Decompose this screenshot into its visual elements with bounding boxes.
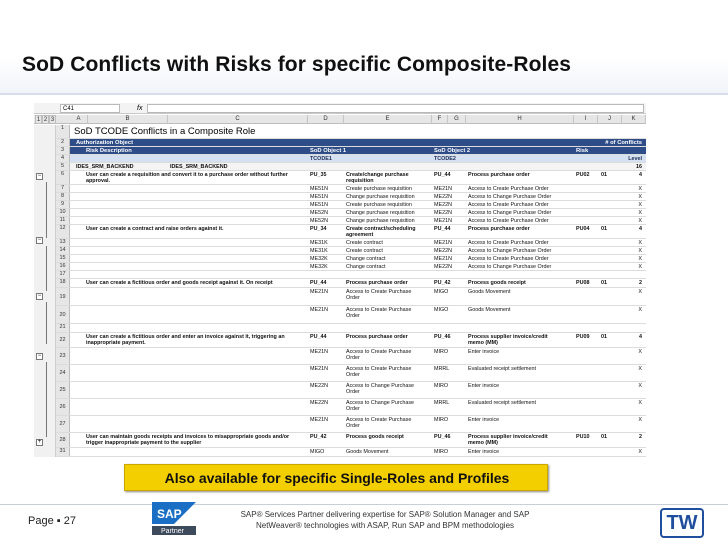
- cell[interactable]: 01: [601, 333, 607, 340]
- row-number[interactable]: 8: [56, 193, 70, 200]
- row-number[interactable]: 13: [56, 239, 70, 246]
- table-row: [56, 255, 646, 263]
- table-row: [56, 324, 646, 333]
- row-number[interactable]: 25: [56, 382, 70, 398]
- table-row: [56, 201, 646, 209]
- cell[interactable]: Access to Change Purchase Order: [468, 247, 552, 254]
- cell[interactable]: 01: [601, 171, 607, 178]
- cell[interactable]: PU_34: [310, 225, 327, 232]
- cell[interactable]: Access to Change Purchase Order: [468, 193, 552, 200]
- cell[interactable]: Access to Create Purchase Order: [346, 348, 412, 361]
- cell[interactable]: 2: [639, 433, 642, 440]
- outline-level-3-button[interactable]: 3: [50, 117, 55, 123]
- cell[interactable]: 01: [601, 225, 607, 232]
- row-number[interactable]: 3: [56, 147, 70, 154]
- cell[interactable]: Access to Create Purchase Order: [346, 306, 412, 319]
- table-row: [56, 448, 646, 457]
- row-number[interactable]: 31: [56, 448, 70, 456]
- cell[interactable]: Create contract/scheduling agreement: [346, 225, 416, 238]
- cell[interactable]: User can maintain goods receipts and invoices to misappropriate goods and/or trigger inappropriate payment to the supplier: [86, 433, 290, 446]
- table-row: [56, 333, 646, 348]
- outline-gutter: [34, 125, 56, 457]
- cell[interactable]: ME21N: [310, 365, 328, 372]
- column-header-g[interactable]: G: [448, 115, 466, 124]
- collapse-group-icon[interactable]: −: [37, 353, 42, 359]
- header-cell[interactable]: TCODE1: [310, 155, 332, 162]
- row-number[interactable]: 2: [56, 139, 70, 146]
- cell[interactable]: MRRL: [434, 365, 450, 372]
- header-cell[interactable]: Risk Description: [86, 147, 132, 154]
- cell[interactable]: X: [638, 365, 642, 372]
- cell[interactable]: X: [638, 185, 642, 192]
- footer-divider: [0, 504, 728, 505]
- cell[interactable]: PU04: [576, 225, 590, 232]
- cell[interactable]: ME51N: [310, 201, 328, 208]
- table-row: [56, 416, 646, 433]
- spreadsheet-screenshot: [34, 103, 646, 457]
- cell[interactable]: Process supplier invoice/credit memo (MM): [468, 433, 548, 446]
- cell[interactable]: Create purchase requisition: [346, 201, 412, 208]
- outline-level-1-button[interactable]: 1: [36, 117, 41, 123]
- expand-group-icon[interactable]: +: [37, 439, 42, 445]
- cell[interactable]: IDES_SRM_BACKEND: [170, 163, 228, 170]
- column-headers: [34, 115, 646, 124]
- cell[interactable]: Enter invoice: [468, 448, 500, 455]
- cell[interactable]: PU_35: [310, 171, 327, 178]
- column-header-j[interactable]: J: [598, 115, 622, 124]
- header-cell[interactable]: # of Conflicts: [605, 139, 642, 146]
- column-header-e[interactable]: E: [344, 115, 432, 124]
- cell[interactable]: MIGO: [434, 288, 449, 295]
- cell[interactable]: Goods Movement: [468, 288, 511, 295]
- cell[interactable]: Process goods receipt: [468, 279, 526, 286]
- cell[interactable]: X: [638, 201, 642, 208]
- table-row: [56, 225, 646, 239]
- row-number[interactable]: 7: [56, 185, 70, 192]
- cell[interactable]: PU_46: [434, 433, 451, 440]
- cell[interactable]: X: [638, 416, 642, 423]
- cell[interactable]: User can create a contract and raise orders against it.: [86, 225, 224, 232]
- page-bullet: ▪: [56, 515, 61, 527]
- cell[interactable]: X: [638, 288, 642, 295]
- cell[interactable]: X: [638, 399, 642, 406]
- cell[interactable]: Create purchase requisition: [346, 185, 412, 192]
- cell[interactable]: ME22N: [434, 263, 452, 270]
- row-number[interactable]: 9: [56, 201, 70, 208]
- outline-bracket: [46, 302, 47, 344]
- cell[interactable]: Process purchase order: [346, 333, 408, 340]
- cell[interactable]: PU09: [576, 333, 590, 340]
- row-number[interactable]: 23: [56, 348, 70, 364]
- cell[interactable]: PU02: [576, 171, 590, 178]
- cell[interactable]: X: [638, 382, 642, 389]
- table-header-row: [56, 139, 646, 147]
- table-row: [56, 171, 646, 185]
- cell[interactable]: ME21N: [434, 217, 452, 224]
- outline-bracket: [46, 246, 47, 291]
- cell[interactable]: PU_44: [310, 279, 327, 286]
- row-number[interactable]: 19: [56, 288, 70, 305]
- cell[interactable]: Access to Create Purchase Order: [468, 185, 549, 192]
- row-number[interactable]: 1: [56, 125, 70, 138]
- cell[interactable]: Create contract: [346, 239, 383, 246]
- cell[interactable]: Access to Change Purchase Order: [468, 263, 552, 270]
- cell[interactable]: ME22N: [434, 209, 452, 216]
- table-row: [56, 433, 646, 448]
- page-label: Page: [28, 515, 54, 527]
- slide-header: [0, 0, 728, 95]
- cell[interactable]: ME21N: [434, 239, 452, 246]
- table-row: [56, 382, 646, 399]
- sap-logo-subtext: Partner: [161, 528, 184, 535]
- header-cell[interactable]: SoD Object 2: [434, 147, 471, 154]
- table-row: [56, 239, 646, 247]
- cell[interactable]: MIRO: [434, 448, 449, 455]
- cell[interactable]: ME51N: [310, 185, 328, 192]
- cell[interactable]: 4: [639, 171, 642, 178]
- cell[interactable]: X: [638, 247, 642, 254]
- cell[interactable]: Access to Create Purchase Order: [346, 365, 412, 378]
- cell[interactable]: Access to Create Purchase Order: [346, 288, 412, 301]
- table-row: [56, 306, 646, 324]
- table-row: [56, 288, 646, 306]
- cell[interactable]: ME31K: [310, 239, 328, 246]
- cell[interactable]: PU10: [576, 433, 590, 440]
- table-row: [56, 263, 646, 271]
- table-row: [56, 125, 646, 139]
- row-number[interactable]: 20: [56, 306, 70, 323]
- row-number[interactable]: 27: [56, 416, 70, 432]
- column-header-c[interactable]: C: [168, 115, 308, 124]
- cell[interactable]: Access to Create Purchase Order: [468, 239, 549, 246]
- cell[interactable]: 4: [639, 225, 642, 232]
- cell[interactable]: Enter invoice: [468, 382, 500, 389]
- row-number[interactable]: 14: [56, 247, 70, 254]
- column-header-d[interactable]: D: [308, 115, 344, 124]
- cell[interactable]: ME51N: [310, 193, 328, 200]
- row-number[interactable]: 10: [56, 209, 70, 216]
- cell[interactable]: MRRL: [434, 399, 450, 406]
- cell[interactable]: ME22N: [434, 247, 452, 254]
- cell[interactable]: Change contract: [346, 263, 386, 270]
- table-row: [56, 365, 646, 382]
- table-row: [56, 399, 646, 416]
- cell[interactable]: X: [638, 448, 642, 455]
- cell[interactable]: Process purchase order: [468, 225, 530, 232]
- cell[interactable]: ME31K: [310, 247, 328, 254]
- cell[interactable]: 16: [636, 163, 642, 170]
- cell[interactable]: Change purchase requisition: [346, 209, 415, 216]
- cell[interactable]: Change contract: [346, 255, 386, 262]
- cell[interactable]: User can create a fictitious order and enter an invoice against it, triggering an inappropriate payment.: [86, 333, 285, 346]
- collapse-group-icon[interactable]: −: [37, 293, 42, 299]
- row-number[interactable]: 26: [56, 399, 70, 415]
- cell[interactable]: Process supplier invoice/credit memo (MM): [468, 333, 548, 346]
- column-header-h[interactable]: H: [466, 115, 574, 124]
- cell[interactable]: X: [638, 239, 642, 246]
- cell[interactable]: PU_44: [434, 171, 451, 178]
- cell[interactable]: Access to Change Purchase Order: [346, 399, 415, 412]
- cell[interactable]: PU_42: [310, 433, 327, 440]
- header-cell[interactable]: TCODE2: [434, 155, 456, 162]
- table-row: [56, 279, 646, 288]
- cell[interactable]: X: [638, 263, 642, 270]
- cell[interactable]: MIRO: [434, 348, 449, 355]
- outline-bracket: [46, 182, 47, 238]
- cell[interactable]: ME52N: [310, 217, 328, 224]
- cell[interactable]: Process purchase order: [346, 279, 408, 286]
- cell[interactable]: Access to Create Purchase Order: [468, 217, 549, 224]
- callout-banner: [124, 464, 548, 491]
- slide-title: SoD Conflicts with Risks for specific Composite-Roles: [22, 53, 572, 76]
- cell[interactable]: MIRO: [434, 382, 449, 389]
- table-row: [56, 163, 646, 171]
- cell[interactable]: ME22N: [434, 193, 452, 200]
- table-row: [56, 348, 646, 365]
- table-row: [56, 217, 646, 225]
- cell[interactable]: ME21N: [434, 185, 452, 192]
- cell[interactable]: Create/change purchase requisition: [346, 171, 409, 184]
- cell[interactable]: ME22N: [310, 399, 328, 406]
- header-cell[interactable]: SoD Object 1: [310, 147, 347, 154]
- report-title: SoD TCODE Conflicts in a Composite Role: [74, 126, 256, 137]
- cell[interactable]: X: [638, 217, 642, 224]
- cell[interactable]: ME22N: [310, 382, 328, 389]
- collapse-group-icon[interactable]: −: [37, 237, 42, 243]
- cell[interactable]: Access to Create Purchase Order: [468, 201, 549, 208]
- cell[interactable]: ME21N: [434, 255, 452, 262]
- sap-logo-text: SAP: [157, 507, 182, 521]
- cell[interactable]: 2: [639, 279, 642, 286]
- header-cell[interactable]: Risk: [576, 147, 589, 154]
- table-row: [56, 209, 646, 217]
- column-header-a[interactable]: A: [70, 115, 88, 124]
- callout-text: Also available for specific Single-Roles and Profiles: [164, 470, 510, 486]
- cell[interactable]: ME32K: [310, 255, 328, 262]
- footer-text: [215, 509, 555, 531]
- cell[interactable]: IDES_SRM_BACKEND: [76, 163, 134, 170]
- row-number[interactable]: 4: [56, 155, 70, 162]
- cell[interactable]: MIGO: [310, 448, 325, 455]
- formula-input[interactable]: [147, 104, 644, 113]
- outline-bracket: [46, 362, 47, 437]
- cell[interactable]: MIGO: [434, 306, 449, 313]
- row-number[interactable]: 5: [56, 163, 70, 170]
- cell[interactable]: 01: [601, 433, 607, 440]
- cell[interactable]: User can create a requisition and convert it to a purchase order without further approval.: [86, 171, 288, 184]
- cell[interactable]: X: [638, 255, 642, 262]
- row-number[interactable]: 17: [56, 271, 70, 278]
- row-number[interactable]: 28: [56, 433, 70, 447]
- name-box[interactable]: C41: [60, 104, 120, 113]
- table-row: [56, 247, 646, 255]
- cell[interactable]: Evaluated receipt settlement: [468, 365, 537, 372]
- cell[interactable]: PU08: [576, 279, 590, 286]
- table-row: [56, 185, 646, 193]
- cell[interactable]: ME21N: [310, 348, 328, 355]
- cell[interactable]: Access to Create Purchase Order: [468, 255, 549, 262]
- column-header-k[interactable]: K: [622, 115, 646, 124]
- fx-icon: fx: [137, 105, 143, 112]
- footer-line-1: SAP® Services Partner delivering expertise for SAP® Solution Manager and SAP: [240, 510, 530, 519]
- sap-partner-logo: [152, 502, 196, 535]
- row-number[interactable]: 11: [56, 217, 70, 224]
- cell[interactable]: ME52N: [310, 209, 328, 216]
- header-cell[interactable]: Level: [628, 155, 642, 162]
- cell[interactable]: ME21N: [310, 416, 328, 423]
- row-number[interactable]: 24: [56, 365, 70, 381]
- cell[interactable]: Goods Movement: [346, 448, 389, 455]
- cell[interactable]: ME22N: [434, 201, 452, 208]
- footer-line-2: NetWeaver® technologies with ASAP, Run SAP and BPM methodologies: [255, 521, 515, 530]
- cell[interactable]: Create contract: [346, 247, 383, 254]
- cell[interactable]: Goods Movement: [468, 306, 511, 313]
- row-number[interactable]: 6: [56, 171, 70, 184]
- cell[interactable]: X: [638, 348, 642, 355]
- row-number[interactable]: 22: [56, 333, 70, 347]
- page-number: [28, 515, 76, 527]
- cell[interactable]: X: [638, 209, 642, 216]
- table-row: [56, 271, 646, 279]
- table-header-row: [56, 147, 646, 155]
- column-header-f[interactable]: F: [432, 115, 448, 124]
- column-header-i[interactable]: I: [574, 115, 598, 124]
- cell[interactable]: Access to Change Purchase Order: [468, 209, 552, 216]
- cell[interactable]: PU_42: [434, 279, 451, 286]
- cell[interactable]: Change purchase requisition: [346, 193, 415, 200]
- cell[interactable]: ME32K: [310, 263, 328, 270]
- outline-level-2-button[interactable]: 2: [43, 117, 48, 123]
- row-number[interactable]: 12: [56, 225, 70, 238]
- row-number[interactable]: 16: [56, 263, 70, 270]
- row-number[interactable]: 15: [56, 255, 70, 262]
- column-header-b[interactable]: B: [88, 115, 168, 124]
- cell[interactable]: ME21N: [310, 288, 328, 295]
- page-value: 27: [63, 515, 76, 527]
- cell[interactable]: Process purchase order: [468, 171, 530, 178]
- cell[interactable]: MIRO: [434, 416, 449, 423]
- cell[interactable]: PU_46: [434, 333, 451, 340]
- row-number[interactable]: 18: [56, 279, 70, 287]
- cell[interactable]: Access to Create Purchase Order: [346, 416, 412, 429]
- cell[interactable]: X: [638, 306, 642, 313]
- cell[interactable]: Change purchase requisition: [346, 217, 415, 224]
- cell[interactable]: 4: [639, 333, 642, 340]
- formula-bar: [34, 103, 646, 114]
- cell[interactable]: Enter invoice: [468, 416, 500, 423]
- cell[interactable]: PU_44: [434, 225, 451, 232]
- row-number[interactable]: 21: [56, 324, 70, 332]
- cell[interactable]: Enter invoice: [468, 348, 500, 355]
- cell[interactable]: ME21N: [310, 306, 328, 313]
- table-row: [56, 193, 646, 201]
- cell[interactable]: Access to Change Purchase Order: [346, 382, 415, 395]
- cell[interactable]: Process goods receipt: [346, 433, 404, 440]
- table-header-row: [56, 155, 646, 163]
- cell[interactable]: Evaluated receipt settlement: [468, 399, 537, 406]
- header-cell[interactable]: Authorization Object: [76, 139, 134, 146]
- cell[interactable]: 01: [601, 279, 607, 286]
- tw-logo: TW: [660, 508, 704, 538]
- collapse-group-icon[interactable]: −: [37, 173, 42, 179]
- title-divider: [0, 93, 728, 95]
- cell[interactable]: PU_44: [310, 333, 327, 340]
- cell[interactable]: User can create a fictitious order and goods receipt against it. On receipt: [86, 279, 273, 286]
- cell[interactable]: X: [638, 193, 642, 200]
